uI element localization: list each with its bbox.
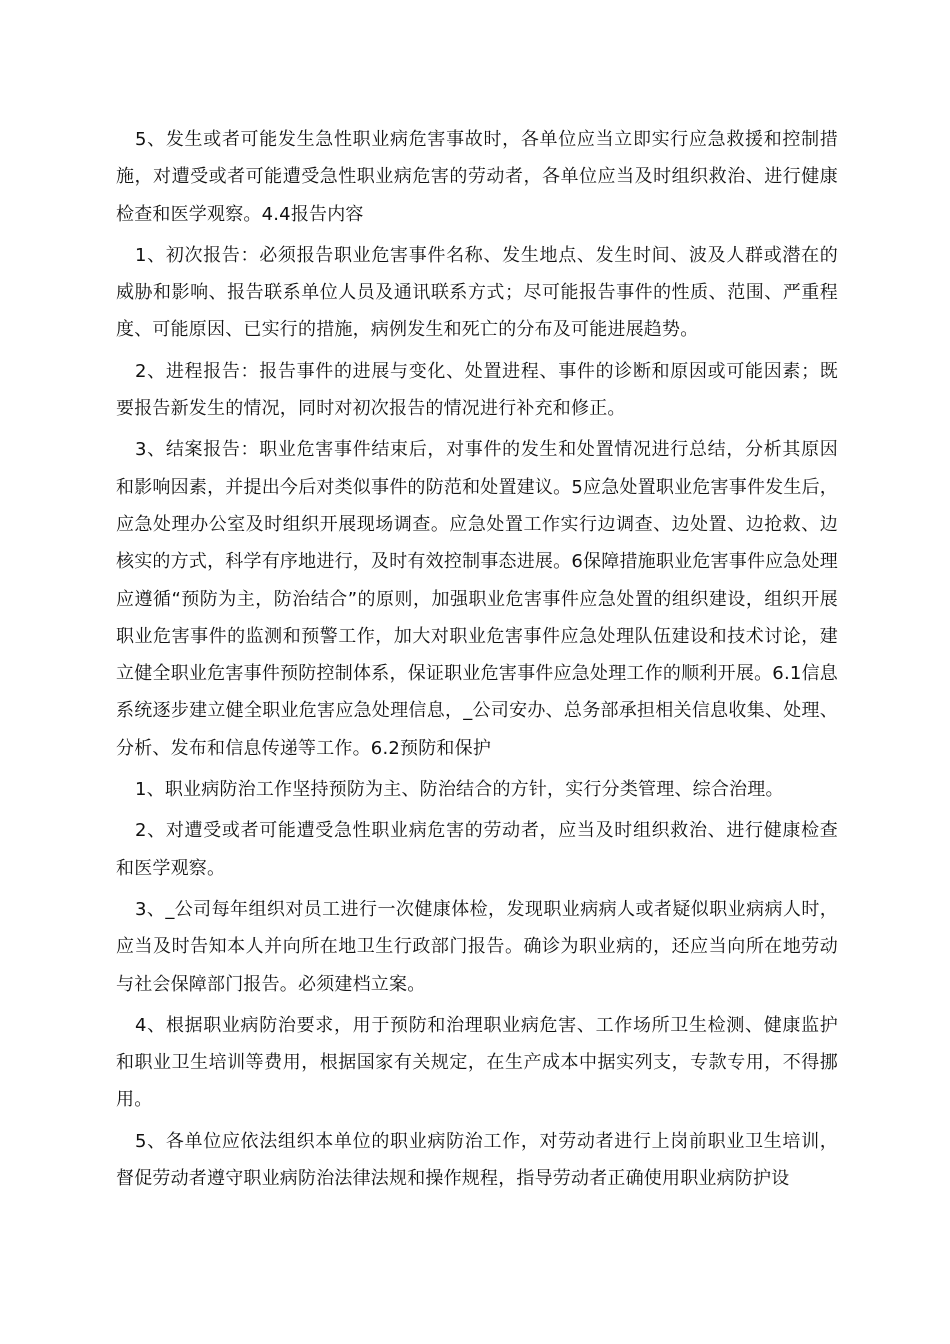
paragraph-treatment: 2、对遭受或者可能遭受急性职业病危害的劳动者，应当及时组织救治、进行健康检查和医学观察。 [116,820,838,879]
paragraph-health-check: 3、_公司每年组织对员工进行一次健康体检，发现职业病病人或者疑似职业病病人时，应当及时告知本人并向所在地卫生行政部门报告。确诊为职业病的，还应当向所在地劳动与社会保障部门报告。必须建档立案。 [116,898,838,995]
paragraph-prevention-policy: 1、职业病防治工作坚持预防为主、防治结合的方针，实行分类管理、综合治理。 [135,779,784,801]
paragraph-closing-report: 3、结案报告：职业危害事件结束后，对事件的发生和处置情况进行总结，分析其原因和影响因素，并提出今后对类似事件的防范和处置建议。5应急处置职业危害事件发生后，应急处理办公室及时组织开展现场调查。应急处置工作实行边调查、边处置、边抢救、边核实的方式，科学有序地进行，及时有效控制事态进展。6保障措施职业危害事件应急处理应遵循“预防为主，防治结合”的原则，加强职业危害事件应急处置的组织建设，组织开展职业危害事件的监测和预警工作，加大对职业危害事件应急处理队伍建设和技术讨论，建立健全职业危害事件预防控制体系，保证职业危害事件应急处理工作的顺利开展。6.1信息系统逐步建立健全职业危害应急处理信息，_公司安办、总务部承担相关信息收集、处理、分析、发布和信息传递等工作。6.2预防和保护 [116,439,838,759]
paragraph-funding: 4、根据职业病防治要求，用于预防和治理职业病危害、工作场所卫生检测、健康监护和职业卫生培训等费用，根据国家有关规定，在生产成本中据实列支，专款专用，不得挪用。 [116,1014,838,1111]
paragraph-initial-report: 1、初次报告：必须报告职业危害事件名称、发生地点、发生时间、波及人群或潜在的威胁和影响、报告联系单位人员及通讯联系方式；尽可能报告事件的性质、范围、严重程度、可能原因、已实行的措施，病例发生和死亡的分布及可能进展趋势。 [116,244,838,341]
paragraph-progress-report: 2、进程报告：报告事件的进展与变化、处置进程、事件的诊断和原因或可能因素；既要报告新发生的情况，同时对初次报告的情况进行补充和修正。 [116,360,838,420]
paragraph-emergency-rescue: 5、发生或者可能发生急性职业病危害事故时，各单位应当立即实行应急救援和控制措施，对遭受或者可能遭受急性职业病危害的劳动者，各单位应当及时组织救治、进行健康检查和医学观察。4.4报告内容 [116,129,838,225]
document-page [116,121,838,1201]
paragraph-training: 5、各单位应依法组织本单位的职业病防治工作，对劳动者进行上岗前职业卫生培训，督促劳动者遵守职业病防治法律法规和操作规程，指导劳动者正确使用职业病防护设 [116,1130,838,1190]
